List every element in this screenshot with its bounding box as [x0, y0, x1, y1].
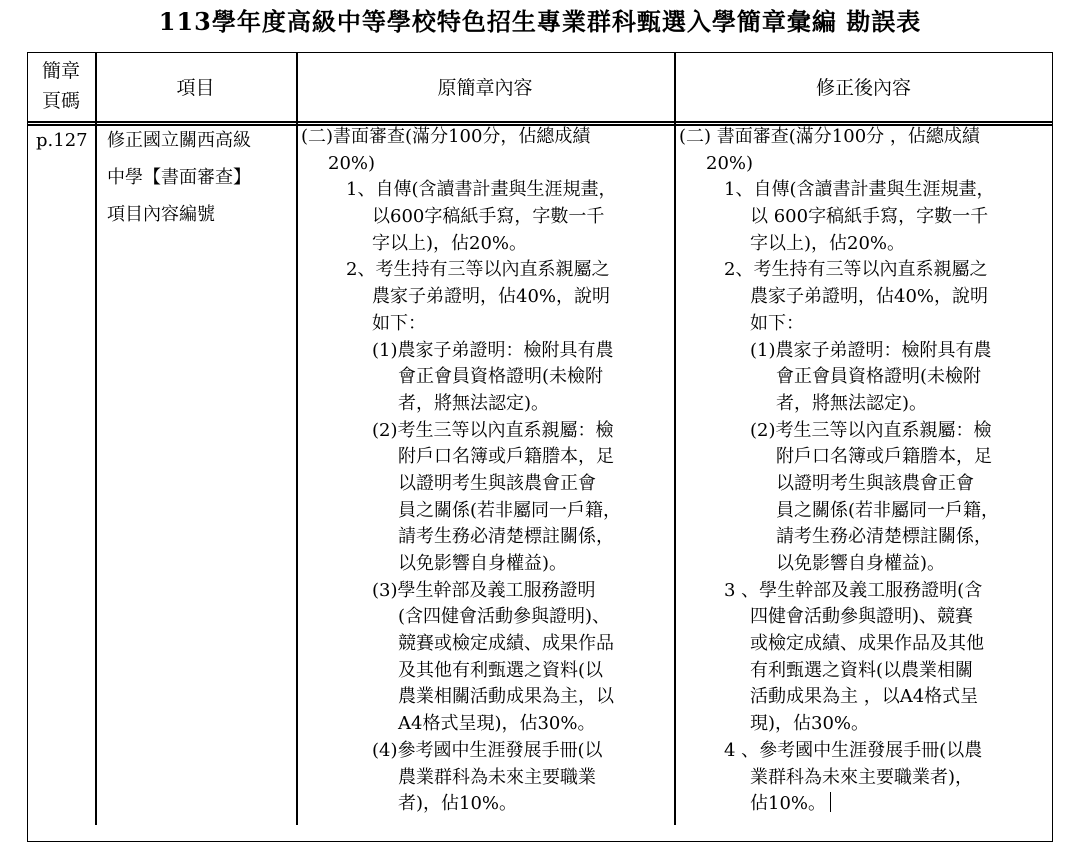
content-line: 會正會員資格證明(未檢附 [398, 366, 604, 388]
content-line: 20%) [328, 152, 376, 174]
content-line: 農業群科為未來主要職業 [398, 766, 596, 788]
column-divider [296, 52, 298, 825]
content-line: 4 、參考國中生涯發展手冊(以農 [724, 739, 983, 761]
content-line: 或檢定成績、成果作品及其他 [750, 633, 984, 655]
content-line: 者，將無法認定)。 [398, 392, 550, 414]
column-divider [674, 52, 676, 825]
text-cursor [830, 792, 831, 812]
content-line: 以 600字稿紙手寫，字數一千 [750, 206, 989, 228]
content-line: (含四健會活動參與證明)、 [398, 606, 611, 628]
content-line: 員之關係(若非屬同一戶籍， [398, 499, 622, 521]
header-page-line2: 頁碼 [41, 90, 80, 112]
row-revised-content [679, 124, 999, 818]
header-original-content: 原簡章內容 [437, 77, 533, 99]
content-line: 農家子弟證明，佔40%，說明 [372, 286, 611, 308]
content-line: (3)學生幹部及義工服務證明 [372, 579, 596, 601]
content-line: 及其他有利甄選之資料(以 [398, 659, 604, 681]
content-line: 以免影響自身權益)。 [776, 553, 946, 574]
content-line: 以免影響自身權益)。 [398, 553, 568, 574]
content-line: 請考生務必清楚標註關係， [398, 526, 614, 548]
content-line: 佔10%。 [679, 791, 999, 818]
column-divider [95, 52, 97, 825]
content-line: 以證明考生與該農會正會 [776, 472, 974, 494]
row-item [107, 128, 251, 239]
content-line: 以證明考生與該農會正會 [398, 472, 596, 494]
content-line: 員之關係(若非屬同一戶籍， [776, 499, 1000, 521]
content-line: (二) 書面審查(滿分100分 ，佔總成績 [679, 126, 980, 147]
row-page-number: p.127 [36, 130, 88, 151]
content-line: (4)參考國中生涯發展手冊(以 [372, 739, 603, 761]
content-line: 3 、學生幹部及義工服務證明(含 [724, 579, 983, 601]
content-line: 附戶口名簿或戶籍謄本，足 [398, 446, 614, 468]
content-line: 農業相關活動成果為主，以 [398, 686, 614, 708]
content-line: 有利甄選之資料(以農業相關 [750, 659, 974, 681]
content-line: 四健會活動參與證明)、競賽 [750, 606, 974, 628]
content-line: 者)，佔10%。 [398, 793, 518, 815]
item-line: 項目內容編號 [107, 204, 215, 225]
content-line: 1、自傳(含讀書計畫與生涯規畫， [724, 179, 995, 201]
content-line: A4格式呈現)，佔30%。 [398, 713, 596, 735]
content-line: (2)考生三等以內直系親屬：檢 [372, 419, 614, 441]
content-line: (2)考生三等以內直系親屬：檢 [750, 419, 992, 441]
header-revised-content: 修正後內容 [815, 77, 911, 99]
content-line: 農家子弟證明，佔40%，說明 [750, 286, 989, 308]
content-line: (1)農家子弟證明：檢附具有農 [372, 339, 614, 361]
item-line: 修正國立關西高級 [107, 130, 251, 151]
content-line: 20%) [706, 152, 754, 174]
content-line: 以600字稿紙手寫，字數一千 [372, 206, 605, 228]
content-line: 如下： [372, 312, 426, 334]
header-divider [27, 121, 1053, 123]
header-page-line1: 簡章 [41, 60, 80, 82]
content-line: 字以上)，佔20%。 [750, 232, 906, 254]
content-line: 2、考生持有三等以內直系親屬之 [724, 259, 988, 281]
content-line: 2、考生持有三等以內直系親屬之 [346, 259, 610, 281]
content-line: 活動成果為主 ，以A4格式呈 [750, 686, 979, 708]
document-title: 113學年度高級中等學校特色招生專業群科甄選入學簡章彙編 勘誤表 [158, 7, 922, 36]
content-line: 會正會員資格證明(未檢附 [776, 366, 982, 388]
header-item: 項目 [176, 77, 215, 99]
content-line: 如下： [750, 312, 804, 334]
content-line: 現)，佔30%。 [750, 713, 870, 735]
content-line: 競賽或檢定成績、成果作品 [398, 633, 614, 655]
content-line: (二)書面審查(滿分100分，佔總成績 [301, 126, 591, 147]
content-line: 1、自傳(含讀書計畫與生涯規畫， [346, 179, 617, 201]
row-original-content [301, 124, 621, 818]
content-line: (1)農家子弟證明：檢附具有農 [750, 339, 992, 361]
content-line: 附戶口名簿或戶籍謄本，足 [776, 446, 992, 468]
content-line: 字以上)，佔20%。 [372, 232, 528, 254]
item-line: 中學【書面審查】 [107, 167, 251, 188]
content-line: 業群科為未來主要職業者)， [750, 766, 974, 788]
content-line: 者，將無法認定)。 [776, 392, 928, 414]
content-line: 請考生務必清楚標註關係， [776, 526, 992, 548]
header-page-number [27, 56, 95, 116]
